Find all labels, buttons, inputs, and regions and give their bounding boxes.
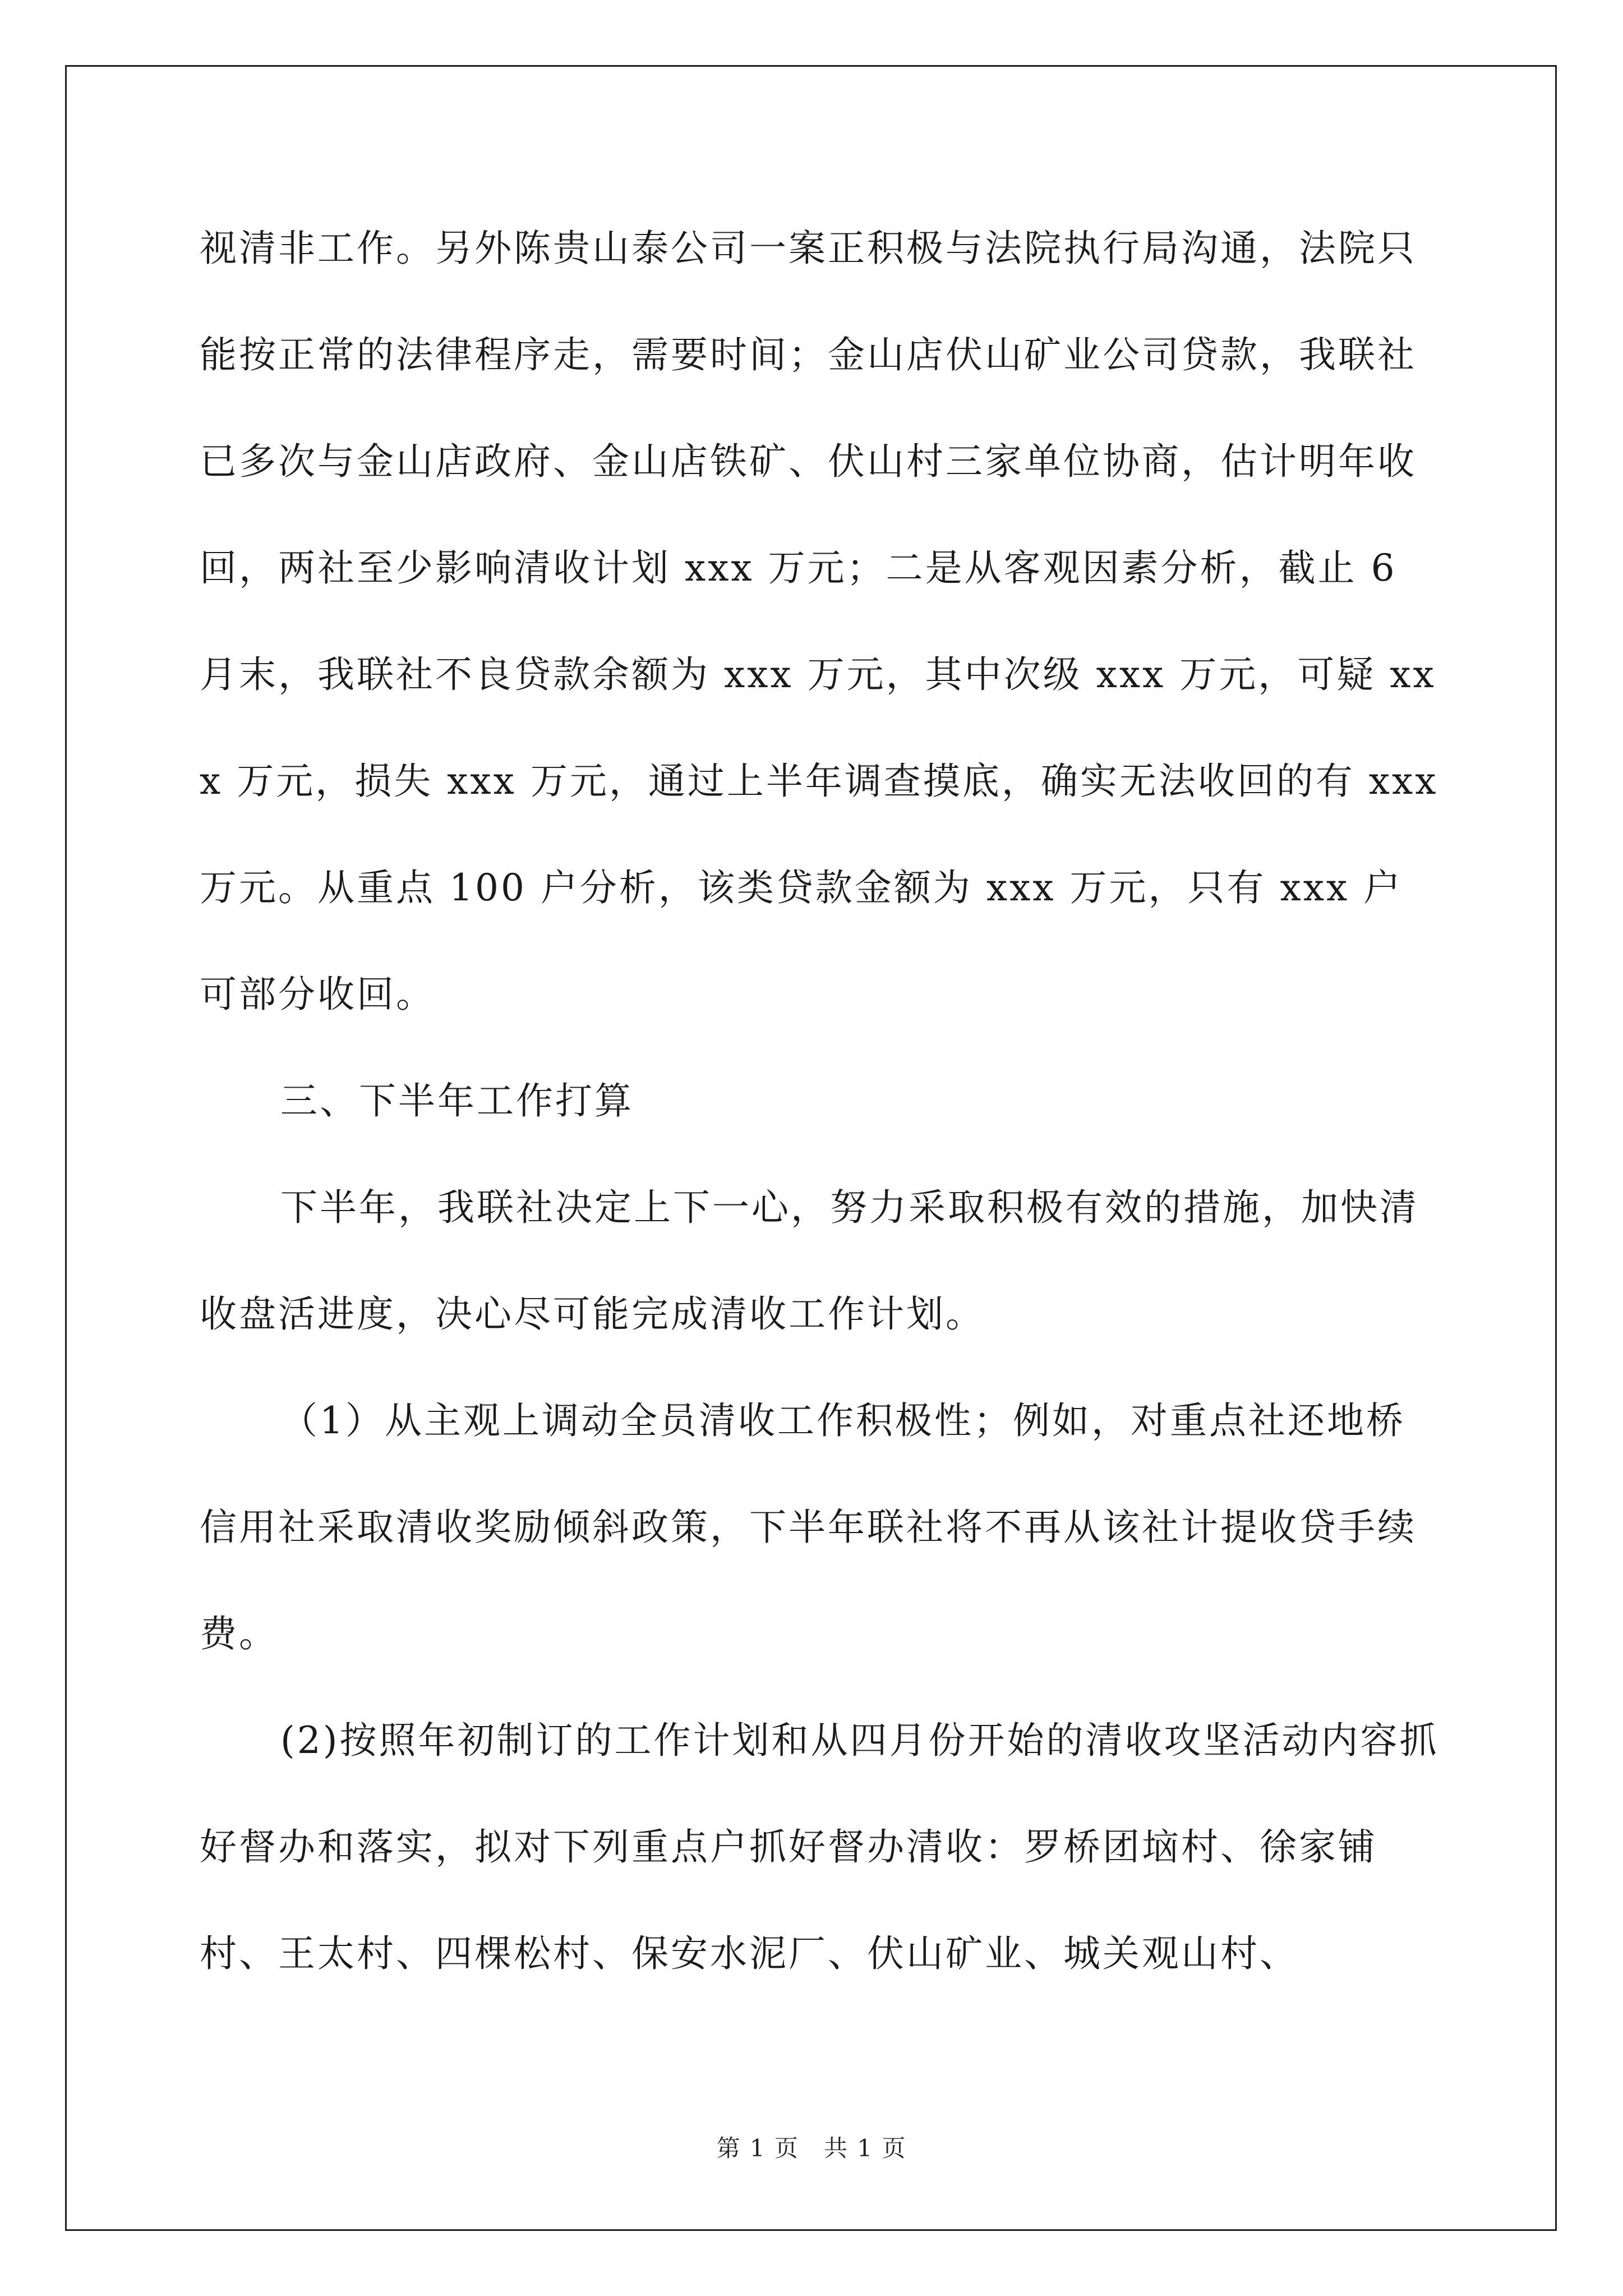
paragraph-2: 下半年，我联社决定上下一心，努力采取积极有效的措施，加快清收盘活进度，决心尽可能完成清收工作计划。 — [200, 1186, 1419, 1336]
paragraph-item-1: （1）从主观上调动全员清收工作积极性；例如，对重点社还地桥信用社采取清收奖励倾斜政策，下半年联社将不再从该社计提收贷手续费。 — [200, 1399, 1417, 1655]
document-body — [200, 195, 1439, 2007]
paragraph-item-2: (2)按照年初制订的工作计划和从四月份开始的清收攻坚活动内容抓好督办和落实，拟对下列重点户抓好督办清收：罗桥团垴村、徐家铺村、王太村、四棵松村、保安水泥厂、伏山矿业、城关观山村、 — [200, 1719, 1439, 1975]
paragraph-1: 视清非工作。另外陈贵山泰公司一案正积极与法院执行局沟通，法院只能按正常的法律程序走，需要时间；金山店伏山矿业公司贷款，我联社已多次与金山店政府、金山店铁矿、伏山村三家单位协商，估计明年收回，两社至少影响清收计划 xxx 万元；二是从客观因素分析，截止 6 月末，我联社不良贷款余额为 xxx 万元，其中次级 xxx 万元，可疑 xxx 万元，损失 xxx 万元，通过上半年调查摸底，确实无法收回的有 xxx 万元。从重点 100 户分析，该类贷款金额为 xxx 万元，只有 xxx 户可部分收回。 — [200, 227, 1438, 1016]
page-number-footer: 第 1 页 共 1 页 — [716, 2134, 907, 2162]
section-heading-3: 三、下半年工作打算 — [280, 1079, 634, 1122]
